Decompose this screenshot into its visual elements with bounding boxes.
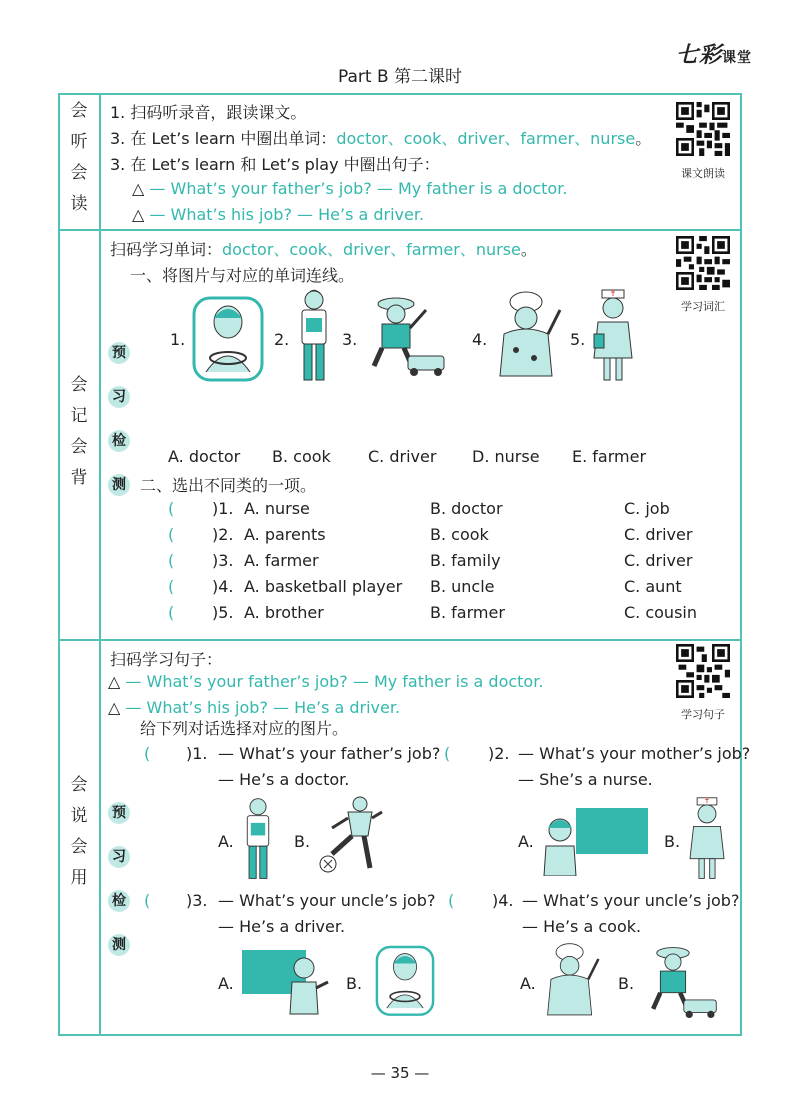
preview-badge: 预	[108, 802, 130, 824]
qr-code-icon[interactable]	[676, 644, 730, 702]
s1-line2-prefix: 3. 在 Let’s learn 中圈出单词：	[110, 129, 337, 148]
doctor-picture	[238, 796, 278, 882]
answer-blank[interactable]: (	[448, 891, 455, 910]
q1-answer: — He’s a doctor.	[218, 770, 350, 789]
pic-number: 4.	[472, 330, 488, 349]
section3-label-char: 用	[70, 868, 88, 888]
q1-number: )1.	[186, 744, 208, 763]
q1-option-b: B.	[294, 832, 311, 851]
pic-number: 5.	[570, 330, 586, 349]
preview-badge: 习	[108, 386, 130, 408]
question-number: )2.	[212, 525, 234, 544]
s1-sentence2	[132, 205, 424, 224]
s3-sentence1-text: — What’s your father’s job? — My father is a doctor.	[125, 672, 544, 691]
section1-label	[60, 96, 98, 220]
q2-question: — What’s your mother’s job?	[518, 744, 751, 763]
s2-scan-words: doctor、cook、driver、farmer、nurse	[222, 240, 521, 259]
answer-blank[interactable]: (	[168, 551, 175, 570]
option-c: C. driver	[624, 551, 693, 570]
q2-option-b: B.	[664, 832, 681, 851]
q3-number: )3.	[186, 891, 208, 910]
qr-code-icon[interactable]	[676, 236, 730, 294]
question-number: )5.	[212, 603, 234, 622]
q3-option-a: A.	[218, 974, 234, 993]
farmer-picture	[364, 294, 448, 376]
answer-blank[interactable]: (	[168, 499, 175, 518]
q2-number: )2.	[488, 744, 510, 763]
q2-answer: — She’s a nurse.	[518, 770, 653, 789]
word-option: E. farmer	[572, 447, 647, 466]
s3-sentence2-text: — What’s his job? — He’s a driver.	[125, 698, 401, 717]
answer-blank[interactable]: (	[444, 744, 451, 763]
option-b: B. family	[430, 551, 501, 570]
option-c: C. aunt	[624, 577, 682, 596]
section3-label-char: 会	[70, 775, 88, 795]
s2-scan-suffix: 。	[520, 240, 537, 259]
page-title: Part B 第二课时	[337, 67, 463, 87]
driver-picture	[374, 942, 436, 1018]
preview-badge: 习	[108, 846, 130, 868]
section2-label-char: 记	[70, 406, 88, 426]
brand-main: 七彩	[675, 43, 722, 68]
word-option: B. cook	[272, 447, 331, 466]
question-number: )1.	[212, 499, 234, 518]
word-option: A. doctor	[168, 447, 241, 466]
s1-sentence1	[132, 179, 567, 198]
section-divider-2	[58, 639, 742, 641]
option-c: C. job	[624, 499, 670, 518]
q3-option-b: B.	[346, 974, 363, 993]
cook-picture	[542, 942, 604, 1020]
football-player-picture	[318, 794, 384, 880]
section3-label	[60, 770, 98, 894]
s3-scan-line: 扫码学习句子：	[110, 650, 223, 669]
q4-option-b: B.	[618, 974, 635, 993]
preview-badge: 测	[108, 474, 130, 496]
option-c: C. driver	[624, 525, 693, 544]
preview-badge: 检	[108, 430, 130, 452]
s3-instruction: 给下列对话选择对应的图片。	[140, 719, 349, 738]
option-b: B. cook	[430, 525, 489, 544]
triangle-icon: △	[108, 698, 121, 717]
qr-code-icon[interactable]	[676, 102, 730, 160]
triangle-icon: △	[132, 179, 145, 198]
option-c: C. cousin	[624, 603, 697, 622]
q1-question: — What’s your father’s job?	[218, 744, 441, 763]
option-a: A. farmer	[244, 551, 319, 570]
answer-blank[interactable]: (	[168, 603, 175, 622]
s2-scan-line	[110, 237, 537, 260]
brand-logo	[676, 38, 752, 69]
section2-label-char: 会	[70, 437, 88, 457]
q3-question: — What’s your uncle’s job?	[218, 891, 436, 910]
q1-option-a: A.	[218, 832, 234, 851]
s1-line2-suffix: 。	[635, 129, 652, 148]
teacher-picture	[540, 806, 650, 876]
teacher-picture	[240, 946, 330, 1016]
section2-label-char: 会	[70, 375, 88, 395]
section2-label	[60, 370, 98, 494]
option-a: A. brother	[244, 603, 324, 622]
preview-badge: 预	[108, 342, 130, 364]
section1-label-char: 读	[70, 194, 88, 214]
option-b: B. doctor	[430, 499, 503, 518]
word-option: C. driver	[368, 447, 437, 466]
q4-number: )4.	[492, 891, 514, 910]
s3-sentence1	[108, 672, 543, 691]
nurse-picture	[686, 796, 728, 882]
preview-badge: 测	[108, 934, 130, 956]
s3-sentence2	[108, 698, 400, 717]
section2-label-char: 背	[70, 468, 88, 488]
nurse-picture	[590, 288, 636, 384]
cook-picture	[494, 290, 566, 382]
s2-scan-prefix: 扫码学习单词：	[110, 240, 223, 259]
qr-caption: 学习句子	[681, 708, 725, 721]
q4-option-a: A.	[520, 974, 536, 993]
question-number: )3.	[212, 551, 234, 570]
option-b: B. farmer	[430, 603, 505, 622]
section3-label-char: 说	[70, 806, 88, 826]
s1-sentence2-text: — What’s his job? — He’s a driver.	[149, 205, 425, 224]
q4-question: — What’s your uncle’s job?	[522, 891, 740, 910]
pic-number: 2.	[274, 330, 290, 349]
q4-answer: — He’s a cook.	[522, 917, 642, 936]
triangle-icon: △	[132, 205, 145, 224]
answer-blank[interactable]: (	[168, 525, 175, 544]
question-number: )4.	[212, 577, 234, 596]
option-a: A. nurse	[244, 499, 310, 518]
doctor-picture	[292, 288, 336, 384]
qr-caption: 学习词汇	[681, 300, 725, 313]
q2-option-a: A.	[518, 832, 534, 851]
answer-blank[interactable]: (	[144, 744, 151, 763]
s1-line2	[110, 126, 651, 149]
section3-label-char: 会	[70, 837, 88, 857]
s1-line3: 3. 在 Let’s learn 和 Let’s play 中圈出句子：	[110, 155, 440, 174]
s2-part1-title: 一、将图片与对应的单词连线。	[130, 266, 355, 285]
q3-answer: — He’s a driver.	[218, 917, 346, 936]
triangle-icon: △	[108, 672, 121, 691]
answer-blank[interactable]: (	[144, 891, 151, 910]
page-number: — 35 —	[370, 1064, 430, 1082]
farmer-picture	[640, 944, 724, 1018]
section1-label-char: 会	[70, 101, 88, 121]
section1-label-char: 听	[70, 132, 88, 152]
option-b: B. uncle	[430, 577, 495, 596]
s1-line2-words: doctor、cook、driver、farmer、nurse	[336, 129, 636, 148]
label-column-divider	[99, 93, 101, 1036]
driver-picture	[192, 292, 264, 384]
option-a: A. parents	[244, 525, 326, 544]
pic-number: 3.	[342, 330, 358, 349]
word-option: D. nurse	[472, 447, 540, 466]
s1-sentence1-text: — What’s your father’s job? — My father is a doctor.	[149, 179, 568, 198]
qr-caption: 课文朗读	[681, 167, 725, 180]
s2-part2-title: 二、选出不同类的一项。	[140, 476, 317, 495]
brand-sub: 课堂	[722, 50, 752, 66]
s1-line1: 1. 扫码听录音，跟读课文。	[110, 103, 307, 122]
answer-blank[interactable]: (	[168, 577, 175, 596]
section-divider-1	[58, 229, 742, 231]
section1-label-char: 会	[70, 163, 88, 183]
preview-badge: 检	[108, 890, 130, 912]
pic-number: 1.	[170, 330, 186, 349]
option-a: A. basketball player	[244, 577, 403, 596]
